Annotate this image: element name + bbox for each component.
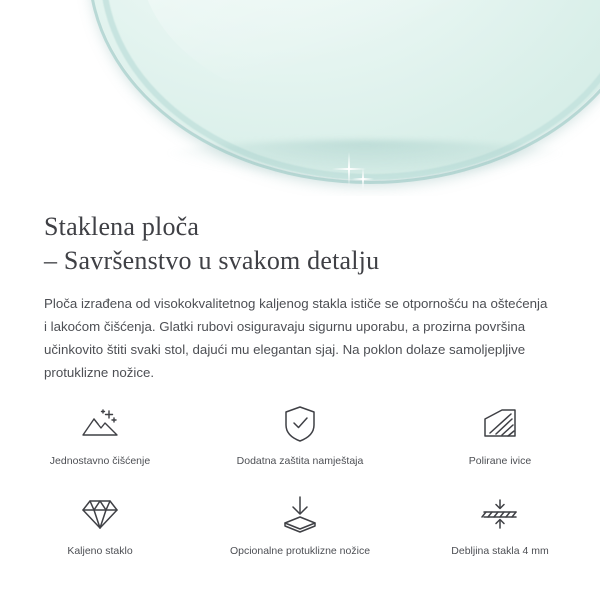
- feature-label: Polirane ivice: [468, 455, 532, 467]
- feature-item: [400, 486, 600, 558]
- feature-label: Jednostavno čišćenje: [49, 455, 151, 467]
- polished-edges-icon: [478, 402, 522, 446]
- shield-check-icon: [278, 402, 322, 446]
- glass-bottom-shadow: [150, 140, 580, 180]
- feature-label: Debljina stakla 4 mm: [451, 545, 549, 557]
- feature-item: [200, 486, 400, 558]
- hero-image: [0, 0, 600, 196]
- product-description-paragraph: Ploča izrađena od visokokvalitetnog kaljenog stakla ističe se otpornošću na oštećenja i lakoćom čišćenja. Glatki rubovi osiguravaju sigurnu uporabu, a prozirna površina učinkovito štiti svaki stol, dajući mu elegantan sjaj. Na poklon dolaze samoljepljive protuklizne nožice.: [44, 296, 548, 380]
- feature-label: Kaljeno staklo: [67, 545, 133, 557]
- feature-item: [0, 486, 200, 558]
- feature-grid: [0, 396, 600, 558]
- page-title-line-1: Staklena ploča: [44, 212, 200, 241]
- anti-slip-pads-icon: [278, 492, 322, 536]
- diamond-icon: [78, 492, 122, 536]
- feature-item: [0, 396, 200, 468]
- easy-cleaning-icon: [78, 402, 122, 446]
- text-content: [0, 196, 600, 384]
- page-title: [0, 196, 600, 278]
- page-title-line-2: – Savršenstvo u svakom detalju: [44, 246, 380, 275]
- feature-label: Dodatna zaštita namještaja: [236, 455, 364, 467]
- feature-label: Opcionalne protuklizne nožice: [229, 545, 371, 557]
- feature-item: [400, 396, 600, 468]
- thickness-icon: [478, 492, 522, 536]
- feature-item: [200, 396, 400, 468]
